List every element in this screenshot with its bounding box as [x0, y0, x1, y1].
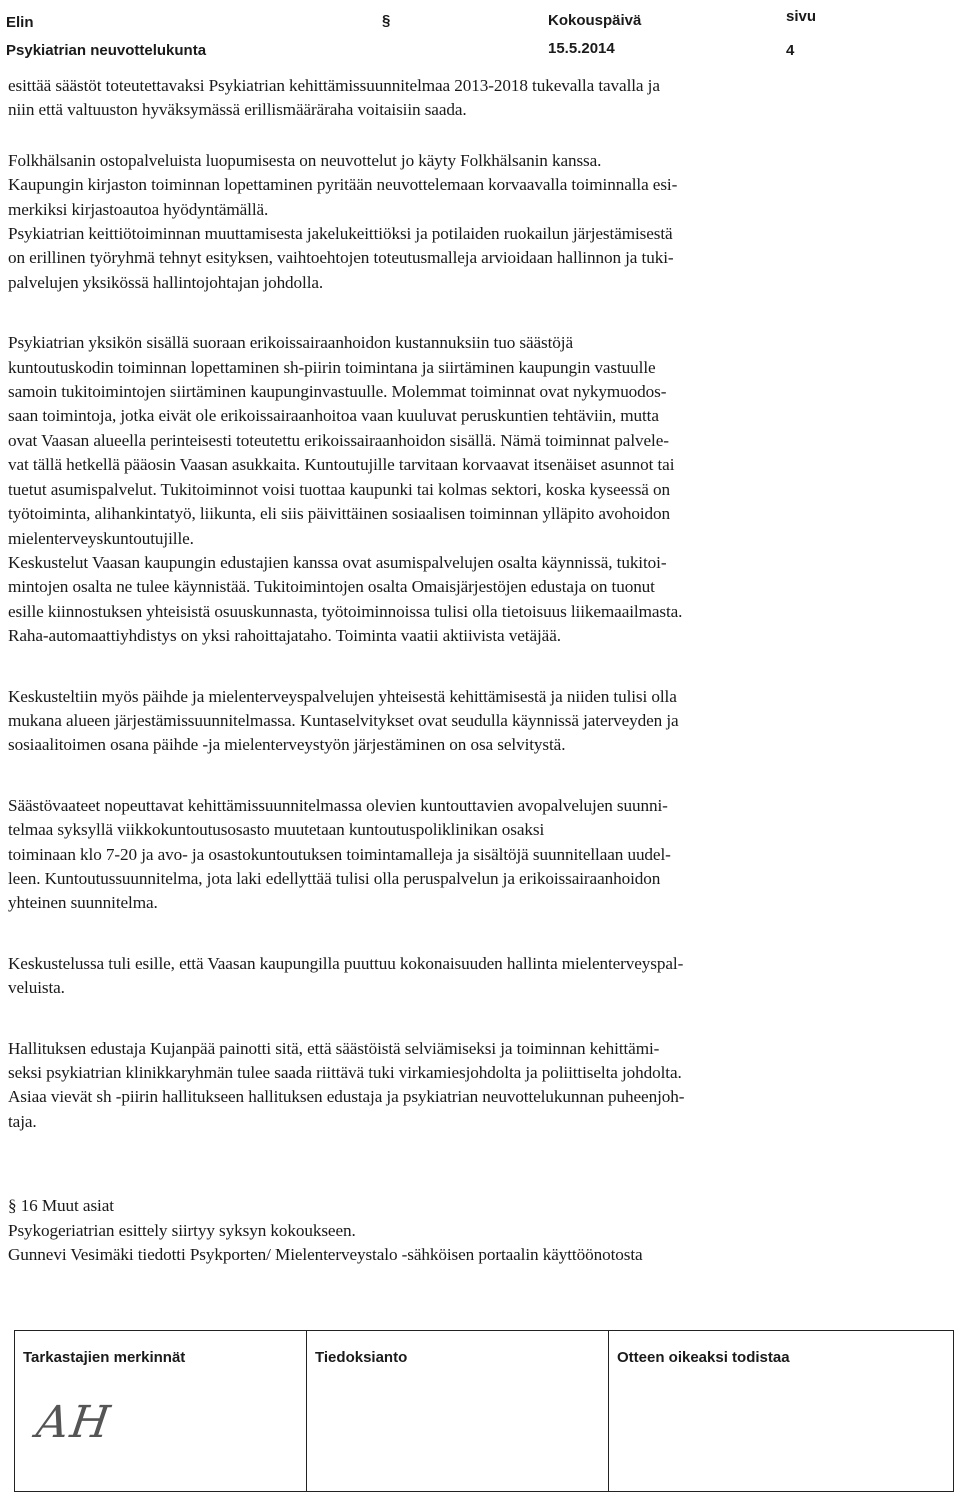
reviewer-initials: AH [33, 1397, 115, 1448]
text-line: niin että valtuuston hyväksymässä erillismääräraha voitaisiin saada. [8, 100, 467, 120]
text-line: taja. [8, 1111, 37, 1131]
text-line: Raha-automaattiyhdistys on yksi rahoittajataho. Toiminta vaatii aktiivista vetäjää. [8, 626, 561, 646]
text-line: vat tällä hetkellä pääosin Vaasan asukkaita. Kuntoutujille tarvitaan korvaavat itsenäiset asunnot tai [8, 455, 675, 475]
text-line: leen. Kuntoutussuunnitelma, jota laki edellyttää tulisi olla peruspalvelun ja erikoissairaanhoidon [8, 868, 661, 888]
reviewers-notes-label: Tarkastajien merkinnät [23, 1349, 186, 1366]
text-line: samoin tukitoimintojen siirtäminen kaupunginvastuulle. Molemmat toiminnat ovat nykymuodos- [8, 382, 667, 402]
text-line: Kaupungin kirjaston toiminnan lopettaminen pyritään neuvottelemaan korvaavalla toiminnalla esi- [8, 175, 678, 195]
text-line: Säästövaateet nopeuttavat kehittämissuunnitelmassa olevien kuntouttavien avopalvelujen suunni- [8, 795, 668, 815]
text-line: esille kiinnostuksen yhteisistä osuuskunnasta, työtoiminnoissa tulisi olla tietoisuus liikemaailmasta. [8, 601, 683, 621]
signature-table [14, 1330, 954, 1492]
org-label: Elin [6, 14, 34, 31]
paragraph-city-management [8, 952, 943, 1001]
text-line: Psykiatrian yksikön sisällä suoraan erikoissairaanhoidon kustannuksiin tuo säästöjä [8, 333, 574, 353]
text-line: merkiksi kirjastoautoa hyödyntämällä. [8, 199, 269, 219]
date-label: Kokouspäivä [548, 12, 642, 29]
reviewers-notes-cell [15, 1331, 307, 1491]
text-line: Keskustelut Vaasan kaupungin edustajien kanssa ovat asumispalvelujen osalta käynnissä, tukitoi- [8, 552, 667, 572]
paragraph-savings-intro [8, 74, 943, 123]
section-16-other-matters [8, 1194, 943, 1267]
page-label: sivu [786, 8, 817, 25]
text-line: Keskusteltiin myös päihde ja mielenterveyspalvelujen yhteisestä kehittämisestä ja niiden tulisi olla [8, 686, 677, 706]
text-line: Hallituksen edustaja Kujanpää painotti sitä, että säästöistä selviämiseksi ja toiminnan kehittämi- [8, 1038, 660, 1058]
date-value: 15.5.2014 [548, 40, 615, 57]
text-line: veluista. [8, 978, 65, 998]
text-line: Folkhälsanin ostopalveluista luopumisesta on neuvottelut jo käyty Folkhälsanin kanssa. [8, 150, 602, 170]
text-line: yhteinen suunnitelma. [8, 893, 158, 913]
text-line: toiminaan klo 7-20 ja avo- ja osastokuntoutuksen toimintamalleja ja sisältöjä suunnitellaan uudel- [8, 844, 671, 864]
notification-label: Tiedoksianto [315, 1349, 408, 1366]
text-line: Asiaa vievät sh -piirin hallitukseen hallituksen edustaja ja psykiatrian neuvottelukunnan puheenjoh- [8, 1087, 685, 1107]
text-line: esittää säästöt toteutettavaksi Psykiatrian kehittämissuunnitelmaa 2013-2018 tukevalla tavalla ja [8, 76, 660, 95]
page-number: 4 [786, 42, 795, 59]
document-header [0, 0, 960, 70]
text-line: seksi psykiatrian klinikkaryhmän tulee saada riittävä tuki virkamiesjohdolta ja poliittiselta johdolta. [8, 1063, 682, 1082]
text-line: telmaa syksyllä viikkokuntoutusosasto muutetaan kuntoutuspoliklinikan osaksi [8, 820, 545, 840]
paragraph-substance-abuse [8, 685, 943, 758]
minutes-body [8, 74, 943, 1267]
paragraph-rehabilitation [8, 794, 943, 916]
org-name: Psykiatrian neuvottelukunta [6, 42, 207, 59]
text-line: työtoiminta, alihankintatyö, liikunta, eli siis päivittäinen sosiaalisen toiminnan ylläpito avohoidon [8, 504, 671, 524]
text-line: sosiaalitoimen osana päihde -ja mielenterveystyön järjestäminen on osa selvitystä. [8, 735, 566, 755]
section-heading: § 16 Muut asiat [8, 1196, 114, 1216]
text-line: mielenterveyskuntoutujille. [8, 528, 194, 548]
text-line: mukana alueen järjestämissuunnitelmassa. Kuntaselvitykset ovat seudulla käynnissä jaterveyden ja [8, 710, 679, 730]
text-line: mintojen osalta ne tulee käynnistää. Tukitoimintojen osalta Omaisjärjestöjen edustaja on tuonut [8, 577, 655, 597]
text-line: palvelujen yksikössä hallintojohtajan johdolla. [8, 272, 324, 292]
text-line: ovat Vaasan alueella perinteisesti toteutettu erikoissairaanhoidon sisällä. Nämä toiminnat palvele- [8, 430, 669, 450]
paragraph-purchased-services [8, 149, 943, 295]
paragraph-unit-savings [8, 331, 943, 648]
paragraph-board-representative [8, 1037, 943, 1135]
text-line: on erillinen työryhmä tehnyt esityksen, vaihtoehtojen toteutusmalleja arvioidaan hallinnon ja tuki- [8, 248, 674, 268]
text-line: tuetut asumispalvelut. Tukitoiminnot voisi tuottaa kaupunki tai kolmas sektori, koska kyseessä on [8, 479, 670, 499]
certification-cell [609, 1331, 953, 1491]
text-line: Gunnevi Vesimäki tiedotti Psykporten/ Mielenterveystalo -sähköisen portaalin käyttöönotosta [8, 1245, 643, 1265]
text-line: Psykogeriatrian esittely siirtyy syksyn kokoukseen. [8, 1220, 356, 1240]
text-line: kuntoutuskodin toiminnan lopettaminen sh-piirin toimintana ja siirtäminen kaupungin vastuulle [8, 357, 656, 377]
notification-cell [307, 1331, 609, 1491]
certification-label: Otteen oikeaksi todistaa [617, 1349, 790, 1366]
text-line: saan toimintoja, jotka eivät ole erikoissairaanhoitoa vaan kuuluvat peruskuntien tehtäviin, mutta [8, 406, 659, 426]
text-line: Keskustelussa tuli esille, että Vaasan kaupungilla puuttuu kokonaisuuden hallinta mielenterveyspal- [8, 953, 684, 973]
section-label: § [382, 12, 391, 29]
text-line: Psykiatrian keittiötoiminnan muuttamisesta jakelukeittiöksi ja potilaiden ruokailun järjestämisestä [8, 224, 673, 244]
